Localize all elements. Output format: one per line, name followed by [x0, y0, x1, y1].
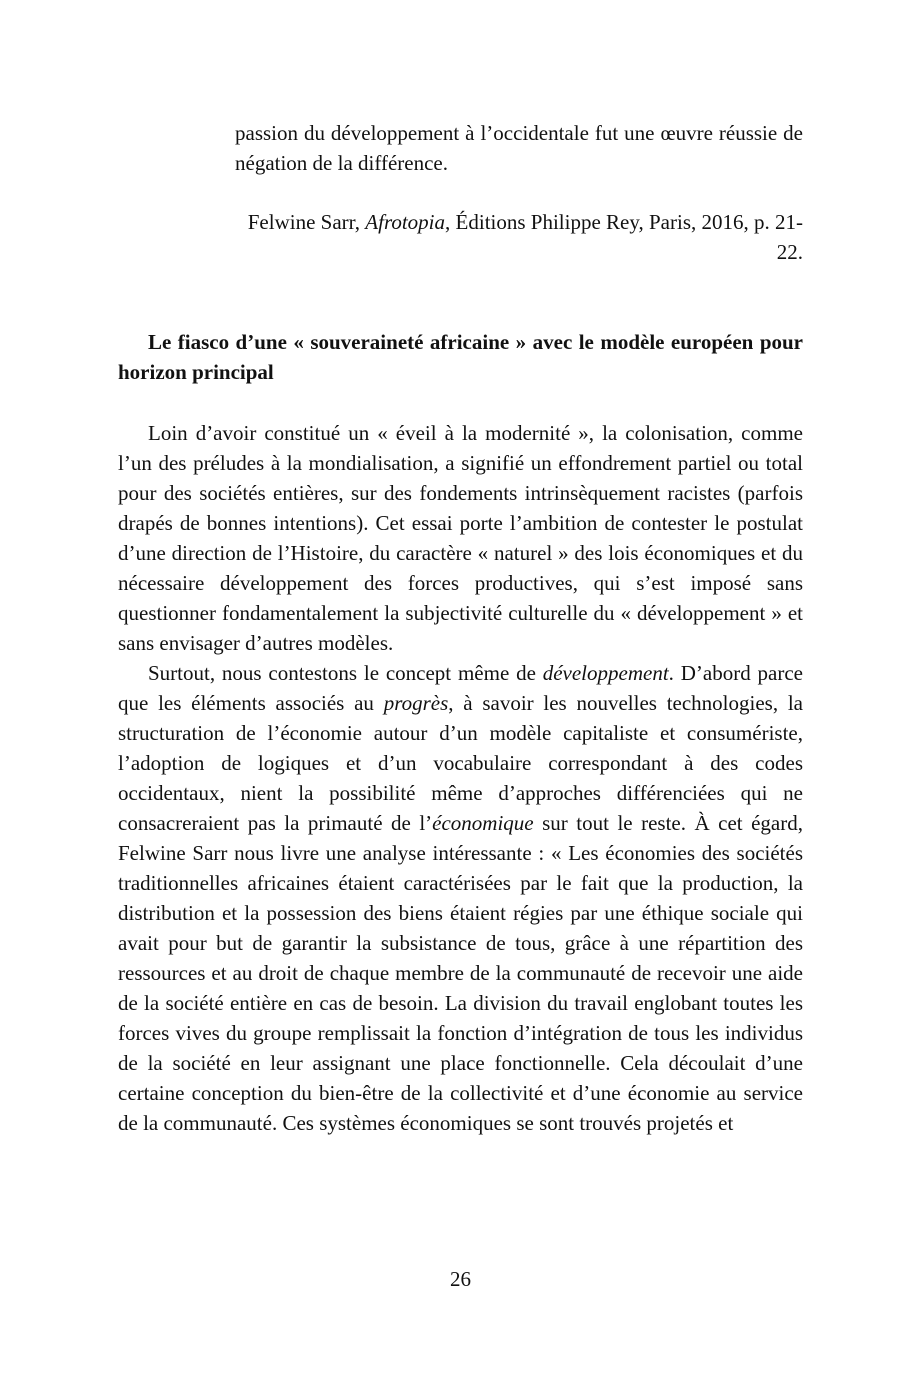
paragraph-2	[118, 658, 803, 1138]
citation-title: Afrotopia	[365, 210, 446, 234]
paragraph-2-part-4: sur tout le reste. À cet égard, Felwine Sarr nous livre une analyse intéressante : « Les économies des sociétés traditionnelles africaines étaient caractérisées par le fait que la production, la distribution et la possession des biens étaient régies par une éthique sociale qui avait pour but de garantir la subsistance de tous, grâce à une répartition des ressources et au droit de chaque membre de la communauté de recevoir une aide de la société entière en cas de besoin. La division du travail englobant toutes les forces vives du groupe remplissait la fonction d’intégration de tous les individus de la société en leur assignant une place fonctionnelle. Cela découlait d’une certaine conception du bien-être de la collectivité et d’une économie au service de la communauté. Ces systèmes économiques se sont trouvés projetés et	[118, 811, 803, 1135]
quote-continuation	[235, 118, 803, 178]
paragraph-1: Loin d’avoir constitué un « éveil à la modernité », la colonisation, comme l’un des préludes à la mondialisation, a signifié un effondrement partiel ou total pour des sociétés entières, sur des fondements intrinsèquement racistes (parfois drapés de bonnes intentions). Cet essai porte l’ambition de contester le postulat d’une direction de l’Histoire, du caractère « naturel » des lois économiques et du nécessaire développement des forces productives, qui s’est imposé sans questionner fondamentalement la subjectivité culturelle du « développement » et sans envisager d’autres modèles.	[118, 421, 803, 655]
paragraph-2-italic-economique: économique	[432, 811, 534, 835]
paragraph-2-part-1: Surtout, nous contestons le concept même de	[148, 661, 543, 685]
citation-details: , Éditions Philippe Rey, Paris, 2016, p. 21-22.	[445, 210, 803, 264]
citation-author: Felwine Sarr,	[247, 210, 366, 234]
page-number: 26	[450, 1267, 471, 1291]
paragraph-2-italic-progres: progrès	[383, 691, 449, 715]
paragraph-2-italic-developpement: développement	[542, 661, 669, 685]
quote-text: passion du développement à l’occidentale fut une œuvre réussie de négation de la différence.	[235, 121, 803, 175]
section-heading: Le fiasco d’une « souveraineté africaine » avec le modèle européen pour horizon principal	[118, 330, 803, 384]
paragraph-2-part-2: . D’abord parce que les éléments associés au	[118, 661, 803, 715]
body-text	[118, 418, 803, 1138]
paragraph-2-part-3: , à savoir les nouvelles technologies, la structuration de l’économie autour d’un modèle capitaliste et consumériste, l’adoption de logiques et d’un vocabulaire correspondant à des codes occidentaux, nient la possibilité même d’approches différenciées qui ne consacreraient pas la primauté de l’	[118, 691, 804, 835]
quote-citation	[235, 207, 803, 267]
